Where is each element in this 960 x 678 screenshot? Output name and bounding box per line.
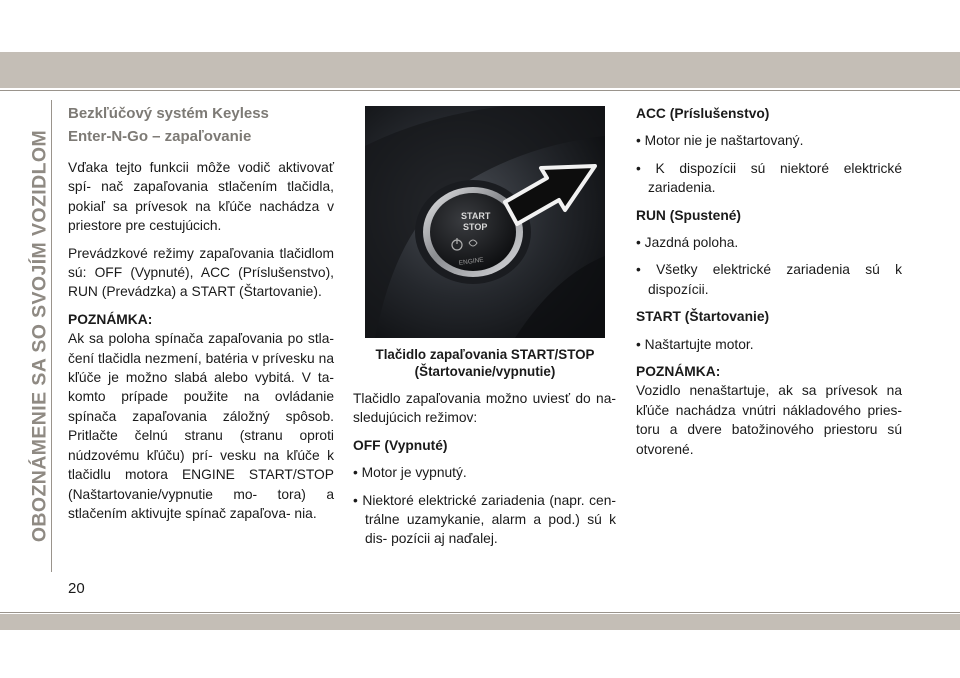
list-item: • Jazdná poloha. xyxy=(636,233,902,252)
header-band xyxy=(0,52,960,88)
section-heading-line1: Bezkľúčový systém Keyless xyxy=(68,105,269,122)
mode-off-title: OFF (Vypnuté) xyxy=(353,437,448,453)
note-title: POZNÁMKA: xyxy=(636,364,721,380)
mode-run-title: RUN (Spustené) xyxy=(636,207,742,223)
column-2 xyxy=(353,389,616,557)
column-3 xyxy=(636,104,902,459)
list-item: • Motor nie je naštartovaný. xyxy=(636,131,902,150)
column-1 xyxy=(68,102,334,523)
list-item: • Všetky elektrické zariadenia sú k dispozícii. xyxy=(636,260,902,299)
figure-caption xyxy=(360,346,610,380)
intro-paragraph: Vďaka tejto funkcii môže vodič aktivovať spí- nač zapaľovania stlačením tlačidla, pokiaľ sa prívesok na kľúče nachádza v priestore pre cestujúcich. xyxy=(68,160,334,234)
button-label-engine: ENGINE xyxy=(458,256,485,267)
caption-line2: (Štartovanie/vypnutie) xyxy=(414,364,556,379)
list-item: • Niektoré elektrické zariadenia (napr. cen- trálne uzamykanie, alarm a pod.) sú k dis- pozícii aj naďalej. xyxy=(353,491,616,549)
ignition-button-photo xyxy=(365,106,605,338)
footer-rule xyxy=(0,612,960,613)
list-item: • Naštartujte motor. xyxy=(636,335,902,354)
caption-line1: Tlačidlo zapaľovania START/STOP xyxy=(375,347,595,362)
header-rule xyxy=(0,90,960,91)
page-number: 20 xyxy=(68,580,85,597)
list-item: • K dispozícii sú niektoré elektrické zariadenia. xyxy=(636,159,902,198)
note-title: POZNÁMKA: xyxy=(68,311,153,327)
modes-paragraph: Prevádzkové režimy zapaľovania tlačidlom sú: OFF (Vypnuté), ACC (Príslušenstvo), RUN (Prevádzka) a START (Štartovanie). xyxy=(68,245,334,300)
modes-intro: Tlačidlo zapaľovania možno uviesť do na- sledujúcich režimov: xyxy=(353,391,616,426)
button-label-start: START xyxy=(461,211,491,221)
chapter-title: OBOZNÁMENIE SA SO SVOJÍM VOZIDLOM xyxy=(28,129,51,543)
note-body: Vozidlo nenaštartuje, ak sa prívesok na kľúče nachádza vnútri nákladového pries- toru a dvere batožinového priestoru sú otvorené. xyxy=(636,383,902,457)
section-heading-line2: Enter-N-Go – zapaľovanie xyxy=(68,128,252,145)
footer-band xyxy=(0,614,960,630)
mode-start-title: START (Štartovanie) xyxy=(636,309,770,325)
list-item: • Motor je vypnutý. xyxy=(353,463,616,482)
mode-acc-title: ACC (Príslušenstvo) xyxy=(636,106,770,121)
note-body: Ak sa poloha spínača zapaľovania po stla- čení tlačidla nezmení, batéria v prívesku na kľúče je možno slabá alebo vybitá. V ta- komto prípade použite na ovládanie spínača zapaľovania záložný spôsob. Pritlačte čelnú stranu (stranu oproti núdzovému kľúču) prí- vesku na kľúče k tlačidlu motora ENGINE START/STOP (Naštartovanie/vypnutie mo- tora) a stlačením aktivujte spínač zapaľova- nia. xyxy=(68,331,334,521)
button-label-stop: STOP xyxy=(463,222,488,232)
ignition-button-illustration xyxy=(365,106,605,338)
